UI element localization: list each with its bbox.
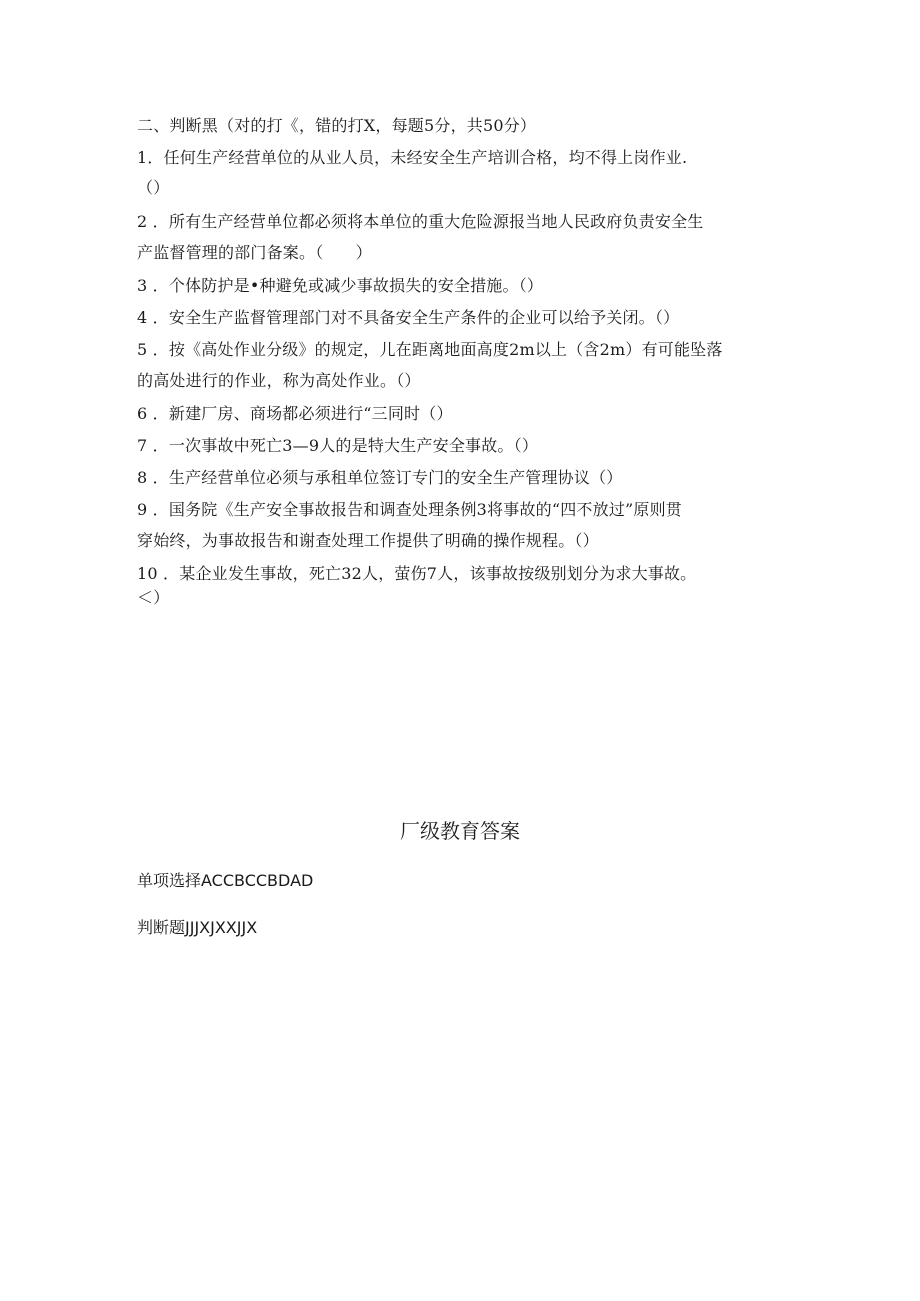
true-false-answers: 判断题JJJXJXXJJX	[137, 918, 258, 937]
question-3-line-1: 3 ．个体防护是•种避免或减少事故损失的安全措施。（）	[137, 276, 544, 295]
question-9-line-1: 9 ．国务院《生产安全事故报告和调查处理条例3将事故的“四不放过”原则贯	[137, 500, 683, 519]
single-choice-answers: 单项选择ACCBCCBDAD	[137, 871, 314, 890]
question-10-line-2: ＜）	[137, 588, 170, 607]
question-1-line-2: （）	[137, 178, 170, 197]
question-5-line-2: 的高处进行的作业，称为高处作业。（）	[137, 371, 421, 390]
question-8-line-1: 8 ．生产经营单位必须与承租单位签订专门的安全生产管理协议（）	[137, 468, 623, 487]
question-6-line-1: 6 ．新建厂房、商场都必须进行“三同时（）	[137, 404, 453, 423]
question-7-line-1: 7 ．一次事故中死亡3—9人的是特大生产安全事故。（）	[137, 436, 539, 455]
question-2-line-2: 产监督管理的部门备案。（ ）	[137, 243, 373, 262]
question-5-line-1: 5 ．按《高处作业分级》的规定，儿在距离地面高度2m以上（含2m）有可能坠落	[137, 340, 723, 359]
question-2-line-1: 2 ．所有生产经营单位都必须将本单位的重大危险源报当地人民政府负责安全生	[137, 212, 704, 231]
section-heading: 二、判断黑（对的打《，错的打X，每题5分，共50分）	[137, 116, 537, 135]
question-10-line-1: 10 ．某企业发生事故，死亡32人，萤伤7人，该事故按级别划分为求大事故。	[137, 564, 697, 583]
question-1-line-1: 1．任何生产经营单位的从业人员，未经安全生产培训合格，均不得上岗作业.	[137, 148, 688, 167]
answer-title: 厂级教育答案	[400, 819, 520, 843]
question-9-line-2: 穿始终，为事故报告和谢查处理工作提供了明确的操作规程。（）	[137, 531, 599, 550]
question-4-line-1: 4 ．安全生产监督管理部门对不具备安全生产条件的企业可以给予关闭。（）	[137, 308, 680, 327]
